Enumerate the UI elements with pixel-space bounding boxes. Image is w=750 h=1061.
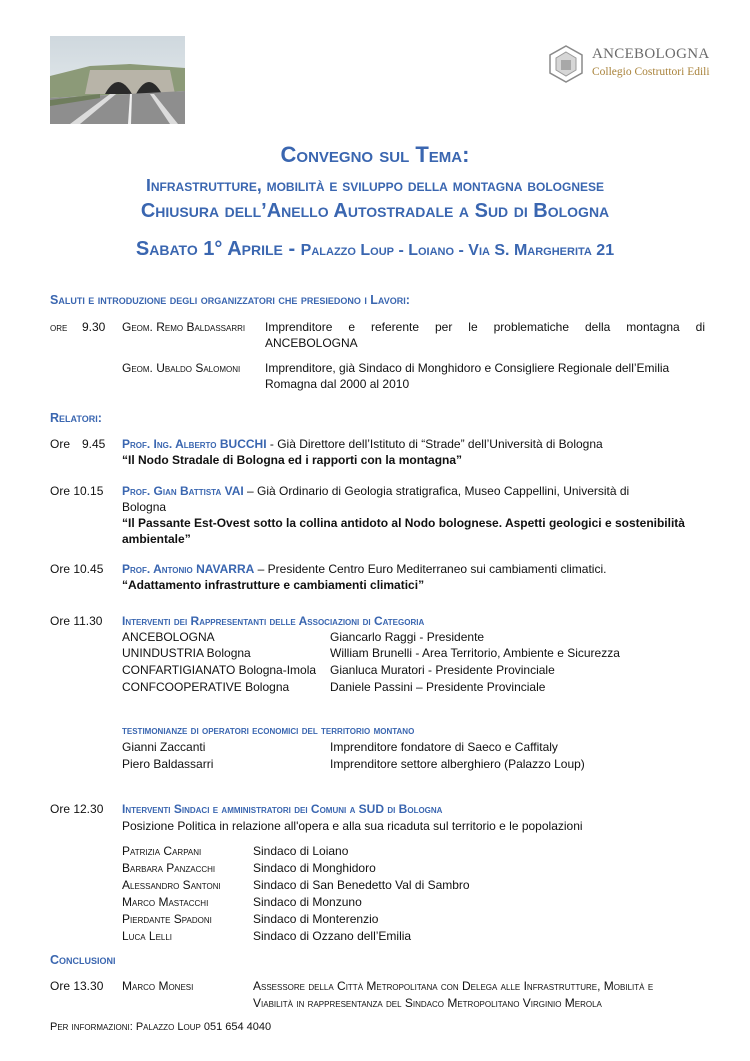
r1-time: 9.45 [82,437,106,451]
footer-info: Per informazioni: Palazzo Loup 051 654 4040 [50,1021,272,1033]
sindaco-role-3: Sindaco di San Benedetto Val di Sambro [253,878,470,892]
sindaco-name-3: Alessandro Santoni [122,878,221,892]
sindaci-subtitle: Posizione Politica in relazione all'opera e alla sua ricaduta sul territorio e le popolazioni [122,819,583,833]
ancebologna-logo [546,44,716,84]
assoc-org-4: CONFCOOPERATIVE Bologna [122,680,290,694]
r2-talk-b: ambientale” [122,532,191,546]
testimonianze-heading: testimonianze di operatori economici del territorio montano [122,723,415,737]
saluti-time-label: ore [50,320,68,334]
assoc-person-1: Giancarlo Raggi - Presidente [330,630,485,644]
title-word-convegno: Convegno [280,142,374,167]
sindaci-heading: Interventi Sindaci e amministratori dei Comuni a SUD di Bologna [122,802,443,816]
assoc-time: Ore 11.30 [50,614,103,628]
sindaco-name-6: Luca Lelli [122,929,173,943]
sindaco-role-1: Sindaco di Loiano [253,844,349,858]
sindaco-role-2: Sindaco di Monghidoro [253,861,376,875]
conclusioni-heading: Conclusioni [50,953,116,967]
saluti-p2-name: Geom. Ubaldo Salomoni [122,361,241,375]
testimonianza-name-2: Piero Baldassarri [122,757,214,771]
sindaco-name-2: Barbara Panzacchi [122,861,216,875]
r3-talk: “Adattamento infrastrutture e cambiamenti climatici” [122,578,425,592]
logo-title: ANCEBOLOGNA [592,46,710,62]
conclusioni-desc-b: Viabilità in rappresentanza del Sindaco Metropolitano Virginio Merola [253,996,602,1010]
r3-line [122,561,606,577]
conclusioni-time: Ore 13.30 [50,979,104,993]
r2-talk-a: “Il Passante Est-Ovest sotto la collina antidoto al Nodo bolognese. Aspetti geologici e sostenibilità [122,516,685,530]
logo-subtitle: Collegio Costruttori Edili [592,66,710,78]
r3-time: Ore 10.45 [50,562,104,576]
r1-line [122,436,603,452]
saluti-p2-desc-a: Imprenditore, già Sindaco di Monghidoro e Consigliere Regionale dell’Emilia [265,361,670,375]
title-date-place [0,238,750,261]
saluti-heading: Saluti e introduzione degli organizzatori che presiedono i Lavori: [50,293,410,307]
r1-talk: “Il Nodo Stradale di Bologna ed i rapporti con la montagna” [122,453,463,467]
r1-name: Prof. Ing. Alberto BUCCHI [122,437,267,451]
testimonianza-role-2: Imprenditore settore alberghiero (Palazzo Loup) [330,757,585,771]
saluti-p1-desc-a: Imprenditore e referente per le problematiche della montagna di [265,320,705,334]
title-anello: Chiusura dell’Anello Autostradale a Sud di Bologna [140,200,610,222]
relatori-heading: Relatori: [50,411,102,425]
testimonianza-name-1: Gianni Zaccanti [122,740,206,754]
sindaco-name-4: Marco Mastacchi [122,895,209,909]
r3-desc: – Presidente Centro Euro Mediterraneo sui cambiamenti climatici. [254,562,607,576]
r2-name: Prof. Gian Battista VAI [122,484,244,498]
title-word-sul: sul [379,142,410,167]
r2-desc-a: – Già Ordinario di Geologia stratigrafica, Museo Cappellini, Università di [243,484,630,498]
title-convegno [0,142,750,168]
r1-time-label: Ore [50,437,71,451]
assoc-person-3: Gianluca Muratori - Presidente Provinciale [330,663,555,677]
assoc-heading: Interventi dei Rappresentanti delle Associazioni di Categoria [122,614,425,628]
saluti-time: 9.30 [82,320,106,334]
assoc-org-3: CONFARTIGIANATO Bologna-Imola [122,663,317,677]
sindaco-name-1: Patrizia Carpani [122,844,202,858]
r3-name: Prof. Antonio NAVARRA [122,562,255,576]
r1-desc: - Già Direttore dell’Istituto di “Strade” dell’Università di Bologna [266,437,603,451]
assoc-person-2: William Brunelli - Area Territorio, Ambiente e Sicurezza [330,646,620,660]
conclusioni-desc-a: Assessore della Città Metropolitana con Delega alle Infrastrutture, Mobilità e [253,979,654,993]
sindaco-role-5: Sindaco di Monterenzio [253,912,379,926]
r2-time: Ore 10.15 [50,484,104,498]
saluti-p1-name: Geom. Remo Baldassarri [122,320,246,334]
sindaco-name-5: Pierdante Spadoni [122,912,212,926]
title-date: Sabato 1° Aprile - [135,238,296,260]
header-photo-tunnel [50,36,185,124]
sindaci-time: Ore 12.30 [50,802,104,816]
testimonianza-role-1: Imprenditore fondatore di Saeco e Caffitaly [330,740,558,754]
r2-line [122,483,629,499]
sindaco-role-6: Sindaco di Ozzano dell’Emilia [253,929,412,943]
title-place: Palazzo Loup - Loiano - Via S. Margherita 21 [300,242,615,259]
sindaco-role-4: Sindaco di Monzuno [253,895,362,909]
title-subtitle: Infrastrutture, mobilità e sviluppo della montagna bolognese [146,175,604,195]
logo-emblem-icon [546,44,586,84]
conclusioni-name: Marco Monesi [122,979,194,993]
assoc-person-4: Daniele Passini – Presidente Provinciale [330,680,546,694]
saluti-p1-desc-b: ANCEBOLOGNA [265,336,358,350]
assoc-org-2: UNINDUSTRIA Bologna [122,646,251,660]
assoc-org-1: ANCEBOLOGNA [122,630,215,644]
saluti-p2-desc-b: Romagna dal 2000 al 2010 [265,377,410,391]
r2-desc-b: Bologna [122,500,167,514]
title-word-tema: Tema: [415,142,470,167]
